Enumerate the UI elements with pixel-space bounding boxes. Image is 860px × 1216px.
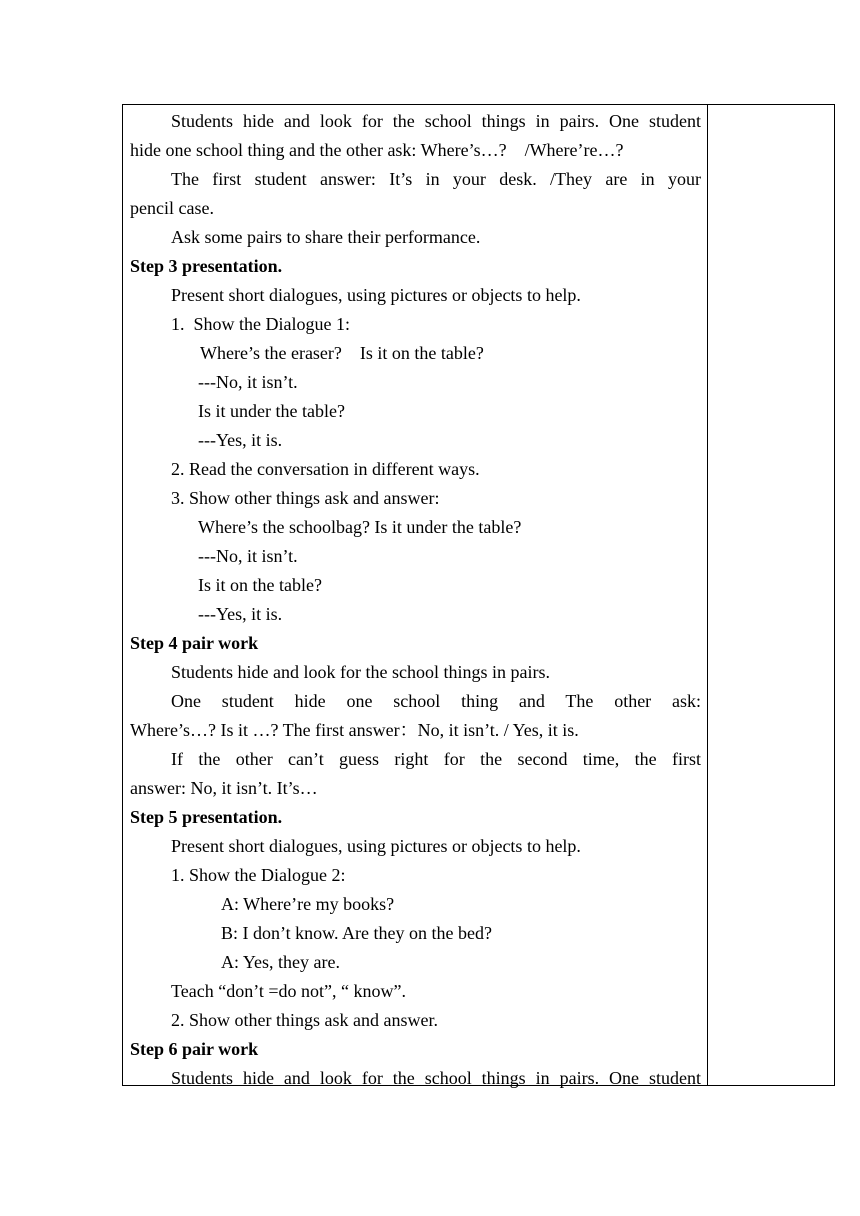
list-item: 2. Read the conversation in different ways. [171,459,480,479]
paragraph-line: Students hide and look for the school things in pairs. [171,662,550,682]
procedure-cell [130,107,701,1093]
step-heading: Step 6 pair work [130,1039,259,1059]
list-item: 3. Show other things ask and answer: [171,488,440,508]
paragraph-line: Ask some pairs to share their performance. [171,227,481,247]
dialogue-line: ---No, it isn’t. [198,546,298,566]
notes-cell [708,105,834,1085]
paragraph-line: Where’s…? Is it …? The first answer：No, it isn’t. / Yes, it is. [130,720,579,740]
paragraph-line: Students hide and look for the school things in pairs. One student [171,111,701,131]
list-item: 1. Show the Dialogue 1: [171,314,350,334]
paragraph-line: The first student answer: It’s in your desk. /They are in your [171,169,701,189]
paragraph-line: One student hide one school thing and The other ask: [171,691,701,711]
dialogue-line: ---No, it isn’t. [198,372,298,392]
step-heading: Step 3 presentation. [130,256,283,276]
dialogue-line: ---Yes, it is. [198,430,283,450]
dialogue-line: A: Where’re my books? [221,894,395,914]
dialogue-line: A: Yes, they are. [221,952,340,972]
list-item: 1. Show the Dialogue 2: [171,865,346,885]
lesson-plan-table [122,104,835,1086]
step-heading: Step 5 presentation. [130,807,283,827]
dialogue-line: ---Yes, it is. [198,604,283,624]
paragraph-line: pencil case. [130,198,214,218]
paragraph-line: Present short dialogues, using pictures or objects to help. [171,285,581,305]
dialogue-line: Where’s the eraser? Is it on the table? [200,343,484,363]
list-item: 2. Show other things ask and answer. [171,1010,438,1030]
paragraph-line: Teach “don’t =do not”, “ know”. [171,981,406,1001]
paragraph-line: Present short dialogues, using pictures or objects to help. [171,836,581,856]
step-heading: Step 4 pair work [130,633,259,653]
dialogue-line: Where’s the schoolbag? Is it under the table? [198,517,522,537]
paragraph-line: hide one school thing and the other ask: Where’s…? /Where’re…? [130,140,624,160]
paragraph-line: Students hide and look for the school things in pairs. One student [171,1068,701,1088]
paragraph-line: If the other can’t guess right for the second time, the first [171,749,701,769]
dialogue-line: Is it on the table? [198,575,322,595]
paragraph-line: answer: No, it isn’t. It’s… [130,778,318,798]
dialogue-line: B: I don’t know. Are they on the bed? [221,923,492,943]
dialogue-line: Is it under the table? [198,401,345,421]
